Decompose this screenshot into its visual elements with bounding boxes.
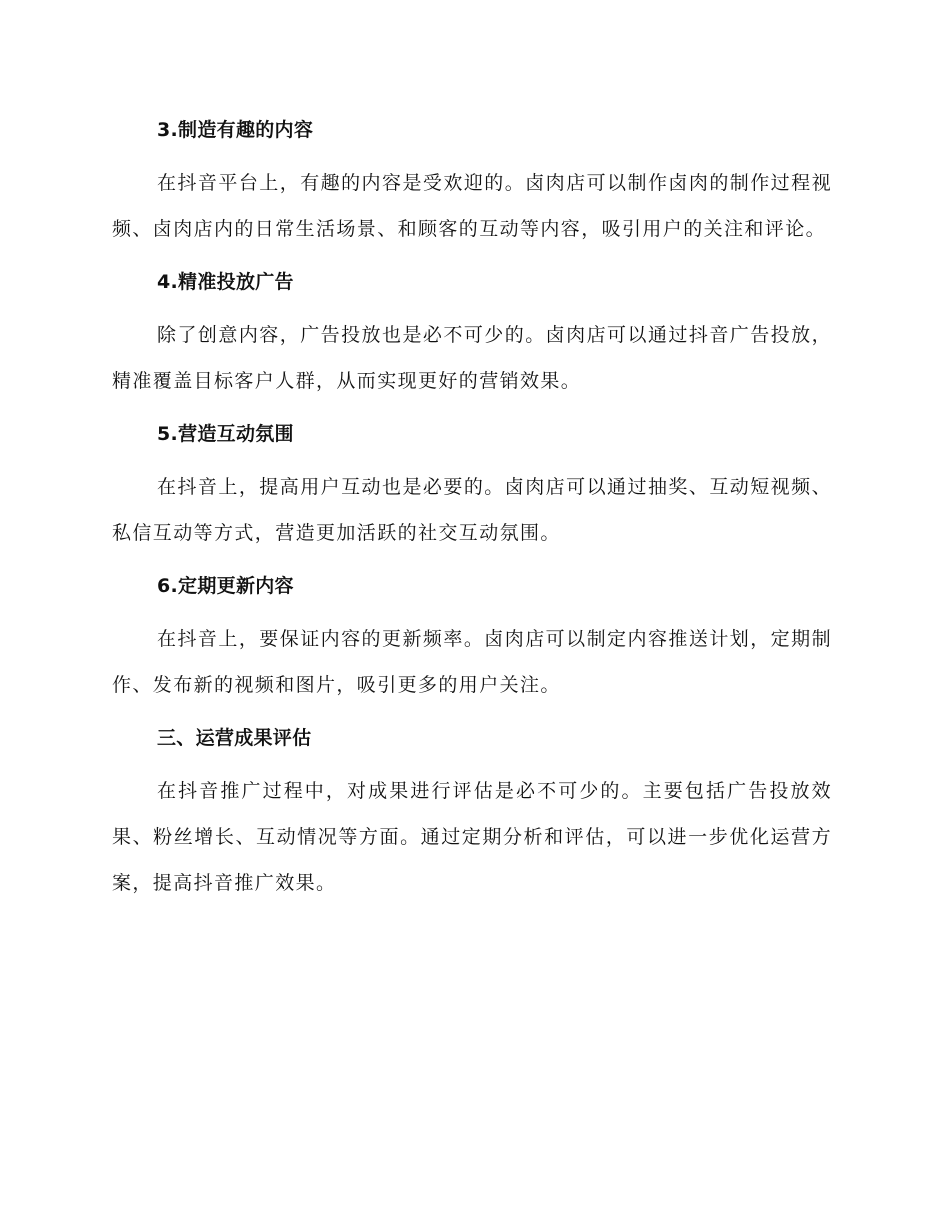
section-heading: 5.营造互动氛围 bbox=[157, 423, 294, 445]
section-paragraph: 在抖音上，要保证内容的更新频率。卤肉店可以制定内容推送计划，定期制作、发布新的视频和图片，吸引更多的用户关注。 bbox=[112, 628, 832, 696]
section-paragraph: 在抖音推广过程中，对成果进行评估是必不可少的。主要包括广告投放效果、粉丝增长、互动情况等方面。通过定期分析和评估，可以进一步优化运营方案，提高抖音推广效果。 bbox=[112, 780, 832, 894]
section-heading: 三、运营成果评估 bbox=[157, 727, 312, 749]
section-paragraph: 在抖音上，提高用户互动也是必要的。卤肉店可以通过抽奖、互动短视频、私信互动等方式，营造更加活跃的社交互动氛围。 bbox=[112, 476, 832, 544]
section-heading: 4.精准投放广告 bbox=[157, 271, 294, 293]
section-interaction bbox=[112, 416, 832, 556]
section-paragraph: 除了创意内容，广告投放也是必不可少的。卤肉店可以通过抖音广告投放，精准覆盖目标客户人群，从而实现更好的营销效果。 bbox=[112, 324, 832, 392]
section-heading: 3.制造有趣的内容 bbox=[157, 119, 314, 141]
section-evaluation bbox=[112, 720, 832, 906]
section-heading: 6.定期更新内容 bbox=[157, 575, 294, 597]
document-page bbox=[112, 112, 832, 918]
section-content-updates bbox=[112, 568, 832, 708]
section-paragraph: 在抖音平台上，有趣的内容是受欢迎的。卤肉店可以制作卤肉的制作过程视频、卤肉店内的日常生活场景、和顾客的互动等内容，吸引用户的关注和评论。 bbox=[112, 172, 832, 240]
section-ad-targeting bbox=[112, 264, 832, 404]
section-content-creation bbox=[112, 112, 832, 252]
